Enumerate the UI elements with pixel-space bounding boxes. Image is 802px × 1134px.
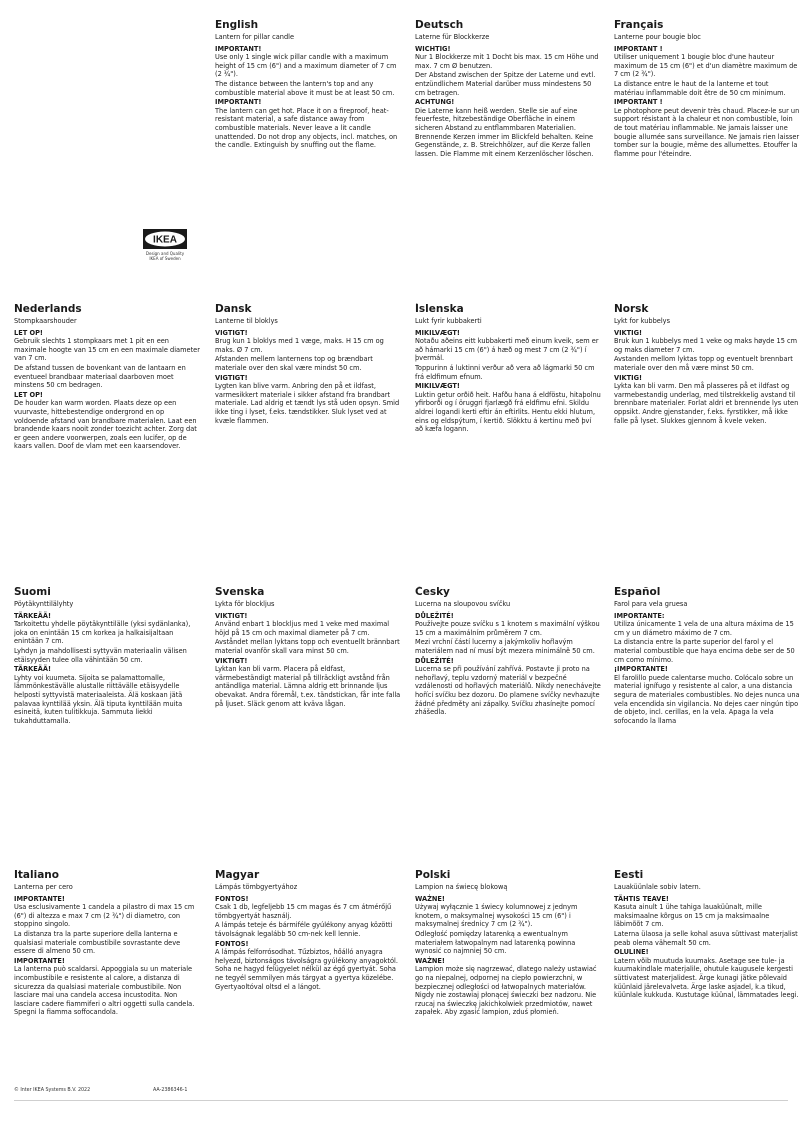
section-suomi bbox=[14, 586, 200, 726]
warning-heading: WAŻNE! bbox=[415, 956, 445, 965]
section-cesky bbox=[415, 586, 601, 718]
warning-heading: TÄHTIS TEAVE! bbox=[614, 894, 669, 903]
warning-heading: VIKTIG! bbox=[614, 373, 643, 382]
warning-heading: LET OP! bbox=[14, 390, 43, 399]
warning-text: La lanterna può scaldarsi. Appoggiala su un materiale incombustibile e resistente al calore, a distanza di sicurezza da qualsiasi materiale combustibile. Non lasciare mai una candela accesa incustodita. Non lasciare cadere fiammiferi o altri oggetti sulla candela. Spegni la fiamma soffocandola. bbox=[14, 965, 195, 1017]
warning-text: Lucerna se při používání zahřívá. Postavte ji proto na nehořlavý, teplu vzdorný materiál v bezpečné vzdálenosti od hořlavých materiálů. Nikdy nenechávejte hořící svíčku bez dozoru. Do plamene svíčky nevhazujte žádné předměty ani zápalky. Svíčku zhasínejte pomocí zhášedla. bbox=[415, 665, 601, 717]
warning-text: La distancia entre la parte superior del farol y el material combustible que haya encima debe ser de 50 cm como mínimo. bbox=[614, 638, 795, 664]
warning-text: Kasuta ainult 1 ühe tahiga lauaküünalt, mille maksimaalne kõrgus on 15 cm ja maksimaalne läbimõõt 7 cm. bbox=[614, 903, 770, 929]
section-italiano bbox=[14, 869, 200, 1018]
warning-text: Le photophore peut devenir très chaud. Placez-le sur un support résistant à la chaleur et non combustible, loin de tout matériau inflammable. Ne jamais laisser une bougie allumée sans surveillance. Ne jamais rien laisser tomber sur la bougie, même des allumettes. Etouffer la flamme pour l'éteindre. bbox=[614, 106, 800, 158]
warning-heading: WICHTIG! bbox=[415, 44, 451, 53]
section-eesti bbox=[614, 869, 800, 1001]
product-subtitle: Lantern for pillar candle bbox=[215, 33, 295, 41]
warning-text: Lykta kan bli varm. Den må plasseres på et ildfast og varmebestandig underlag, med tilstrekkelig avstand til brennbare materialer. Forlat aldri et brennende lys uten oppsikt. Andre gjenstander, f.eks. fyrstikker, må ikke falle på lyset. Slukkes gjennom å kvele veken. bbox=[614, 382, 799, 425]
product-subtitle: Lucerna na sloupovou svíčku bbox=[415, 600, 511, 608]
warning-heading: IMPORTANT! bbox=[215, 98, 262, 107]
warning-text: Mezi vrchní částí lucerny a jakýmkoliv hořlavým materiálem nad ní musí být mezera minimálně 50 cm. bbox=[415, 638, 595, 655]
section-polski bbox=[415, 869, 601, 1018]
warning-text: Latern võib muutuda kuumaks. Asetage see tule- ja kuumakindlale materjalile, ohutule kaugusele kergesti süttivatest materjalidest. Ärge kunagi jätke põlevaid küünlaid järelevalveta. Ärge laske asjadel, k.a tikud, küünlale kukkuda. Kustutage küünal, lämmatades leegi. bbox=[614, 956, 799, 1000]
section-islenska bbox=[415, 303, 601, 435]
product-subtitle: Farol para vela gruesa bbox=[614, 600, 688, 608]
warning-heading: VIKTIGT! bbox=[215, 611, 248, 620]
warning-heading: IMPORTANT ! bbox=[614, 98, 663, 107]
product-subtitle: Lauaküünlale sobiv latern. bbox=[614, 883, 701, 891]
product-subtitle: Lukt fyrir kubbakerti bbox=[415, 317, 482, 325]
section-nederlands bbox=[14, 303, 200, 452]
ikea-wordmark: IKEA bbox=[153, 234, 177, 246]
logo-caption-line2: IKEA of Sweden bbox=[149, 256, 181, 261]
language-heading: Dansk bbox=[215, 303, 252, 315]
warning-text: Csak 1 db, legfeljebb 15 cm magas és 7 cm átmérőjű tömbgyertyát használj. bbox=[215, 903, 392, 920]
language-heading: Norsk bbox=[614, 303, 649, 315]
section-svenska bbox=[215, 586, 401, 709]
warning-text: Bruk kun 1 kubbelys med 1 veke og maks høyde 15 cm og maks diameter 7 cm. bbox=[614, 337, 798, 354]
warning-heading: DŮLEŽITÉ! bbox=[415, 611, 454, 620]
warning-text: The lantern can get hot. Place it on a fireproof, heat-resistant material, a safe distance away from combustible materials. Never leave a lit candle unattended. Do not drop any objects, incl. matches, on the candle. Extinguish by snuffing out the flame. bbox=[215, 106, 398, 150]
warning-text: Nur 1 Blockkerze mit 1 Docht bis max. 15 cm Höhe und max. 7 cm Ø benutzen. bbox=[415, 53, 599, 70]
warning-heading: OLULINE! bbox=[614, 948, 649, 957]
product-subtitle: Lykta för blockljus bbox=[215, 600, 275, 608]
warning-text: Die Laterne kann heiß werden. Stelle sie auf eine feuerfeste, hitzebeständige Oberfläche in einem sicheren Abstand zu entflammbaren Materialien. Brennende Kerzen immer im Blickfeld behalten. Keine Gegenstände, z. B. Streichhölzer, auf die Kerze fallen lassen. Die Flamme mit einem Kerzenlöscher löschen. bbox=[415, 106, 594, 158]
warning-text: Avståndet mellan lyktans topp och eventuellt brännbart material ovanför skall vara minst 50 cm. bbox=[215, 638, 400, 655]
warning-text: A lámpás felforrósodhat. Tűzbiztos, hőálló anyagra helyezd, biztonságos távolságra gyúlékony anyagoktól. Soha ne hagyd felügyelet nélkül az égő gyertyát. Soha ne tegyél semmilyen más tárgyat a gyertya közelébe. Gyertyaoltóval oltsd el a lángot. bbox=[215, 948, 398, 991]
warning-heading: ¡IMPORTANTE! bbox=[614, 665, 668, 674]
warning-heading: IMPORTANT ! bbox=[614, 44, 663, 53]
language-heading: Svenska bbox=[215, 586, 265, 598]
warning-text: Odległość pomiędzy latarenką a ewentualnym materiałem łatwopalnym nad latarenką powinna wynosić co najmniej 50 cm. bbox=[415, 929, 576, 956]
warning-heading: WAŻNE! bbox=[415, 894, 445, 903]
language-heading: Česky bbox=[415, 586, 450, 598]
product-subtitle: Pöytäkynttilälyhty bbox=[14, 600, 74, 608]
warning-heading: MIKILVÆGT! bbox=[415, 328, 460, 337]
warning-text: Luktin getur orðið heit. Hafðu hana á eldföstu, hitaþolnu yfirborði og í öruggri fjarlægð frá eldfimu efni. Skildu aldrei logandi kerti eftir án eftirlits. Hentu ekki hlutum, eins og eldspýtum, í kertið. Slökktu á kertinu með því að kæfa logann. bbox=[415, 390, 601, 434]
warning-text: La distance entre le haut de la lanterne et tout matériau inflammable doit être de 50 cm minimum. bbox=[614, 79, 786, 97]
language-heading: Nederlands bbox=[14, 303, 82, 315]
product-subtitle: Stompkaarshouder bbox=[14, 317, 77, 325]
warning-text: Lyhdyn ja mahdollisesti syttyvän materiaalin välisen etäisyyden tulee olla vähintään 50 cm. bbox=[14, 646, 187, 664]
warning-heading: VIKTIG! bbox=[614, 328, 643, 337]
product-subtitle: Lanterne til bloklys bbox=[215, 317, 278, 325]
footer-code: AA-2386346-1 bbox=[153, 1088, 188, 1093]
warning-text: Avstanden mellom lyktas topp og eventuelt brennbart materiale over den må være minst 50 cm. bbox=[614, 355, 793, 372]
warning-text: Tarkoitettu yhdelle pöytäkynttilälle (yksi sydänlanka), joka on enintään 15 cm korkea ja halkaisijaltaan enintään 7 cm. bbox=[14, 620, 191, 646]
footer-divider bbox=[14, 1100, 788, 1101]
section-dansk bbox=[215, 303, 401, 426]
warning-text: Brug kun 1 bloklys med 1 væge, maks. H 15 cm og maks. Ø 7 cm. bbox=[215, 337, 384, 354]
ikea-logo bbox=[140, 229, 190, 261]
section-magyar bbox=[215, 869, 401, 992]
warning-heading: LET OP! bbox=[14, 328, 43, 337]
language-heading: Magyar bbox=[215, 869, 260, 881]
language-heading: Polski bbox=[415, 869, 451, 881]
product-subtitle: Laterne für Blockkerze bbox=[415, 33, 490, 41]
section-francais bbox=[614, 19, 800, 159]
warning-heading: VIGTIGT! bbox=[215, 373, 248, 382]
warning-text: A lámpás teteje és bármiféle gyúlékony anyag közötti távolságnak legalább 50 cm-nek kell lennie. bbox=[215, 921, 393, 938]
warning-text: Lyktan kan bli varm. Placera på eldfast, värmebeständigt material på tillräckligt avstånd från antändliga material. Lämna aldrig ett brinnande ljus obevakat. Andra föremål, t.ex. tändstickan, får inte falla på ljuset. Släck genom att kväva lågan. bbox=[215, 665, 401, 708]
warning-heading: IMPORTANTE! bbox=[14, 956, 65, 965]
warning-text: Laterna ülaosa ja selle kohal asuva süttivast materjalist peab olema vähemalt 50 cm. bbox=[614, 929, 798, 947]
section-norsk bbox=[614, 303, 800, 426]
warning-text: Use only 1 single wick pillar candle with a maximum height of 15 cm (6") and a maximum diameter of 7 cm (2 ¾"). bbox=[215, 53, 397, 79]
warning-text: Lampion może się nagrzewać, dlatego należy ustawiać go na niepalnej, odpornej na ciepło powierzchni, w bezpiecznej odległości od łatwopalnych materiałów. Nigdy nie zostawiaj płonącej świeczki bez nadzoru. Nie rzucaj na świeczkę jakichkolwiek przedmiotów, nawet zapałek. Aby zgasić lampion, zduś płomień. bbox=[415, 965, 597, 1017]
warning-heading: MIKILVÆGT! bbox=[415, 382, 460, 391]
language-heading: Español bbox=[614, 586, 661, 598]
section-english bbox=[215, 19, 401, 151]
warning-heading: TÄRKEÄÄ! bbox=[14, 611, 51, 620]
warning-text: Lygten kan blive varm. Anbring den på et ildfast, varmesikkert materiale i sikker afstand fra brandbart materiale. Lad aldrig et tændt lys stå uden opsyn. Smid ikke ting i lyset, f.eks. tændstikker. Sluk lyset ved at kvæle flammen. bbox=[215, 382, 400, 425]
language-heading: Deutsch bbox=[415, 19, 464, 31]
warning-text: Der Abstand zwischen der Spitze der Laterne und evtl. entzündlichem Material darüber muss mindestens 50 cm betragen. bbox=[415, 71, 596, 97]
warning-heading: ACHTUNG! bbox=[415, 98, 455, 107]
warning-text: El farolillo puede calentarse mucho. Colócalo sobre un material ignífugo y resistente al calor, a una distancia segura de materiales combustibles. No dejes nunca una vela encendida sin vigilancia. No dejes caer ningún tipo de objeto, incl. cerillas, en la vela. Apaga la vela sofocando la llama bbox=[614, 673, 800, 725]
language-heading: Français bbox=[614, 19, 664, 31]
warning-text: Använd enbart 1 blockljus med 1 veke med maximal höjd på 15 cm och maximal diameter på 7 cm. bbox=[215, 620, 390, 637]
warning-text: Notaðu aðeins eitt kubbakerti með einum kveik, sem er að hámarki 15 cm (6") á hæð og mest 7 cm (2 ¾") í þvermál. bbox=[415, 337, 599, 363]
product-subtitle: Lanterne pour bougie bloc bbox=[614, 33, 701, 41]
warning-text: De houder kan warm worden. Plaats deze op een vuurvaste, hittebestendige ondergrond en op voldoende afstand van brandbare materialen. Laat een brandende kaars nooit zonder toezicht achter. Zorg dat er geen andere voorwerpen, zoals een lucifer, op de kaars vallen. Doof de vlam met een kaarsendover. bbox=[14, 399, 197, 451]
warning-heading: VIKTIGT! bbox=[215, 656, 248, 665]
warning-text: Používejte pouze svíčku s 1 knotem s maximální výškou 15 cm a maximálním průměrem 7 cm. bbox=[415, 620, 600, 637]
product-subtitle: Lykt for kubbelys bbox=[614, 317, 671, 325]
warning-text: Toppurinn á luktinni verður að vera að lágmarki 50 cm frá eldfimum efnum. bbox=[415, 363, 595, 381]
language-heading: Eesti bbox=[614, 869, 644, 881]
warning-heading: VIGTIGT! bbox=[215, 328, 248, 337]
warning-heading: FONTOS! bbox=[215, 939, 249, 948]
warning-heading: FONTOS! bbox=[215, 894, 249, 903]
footer-copyright: © Inter IKEA Systems B.V. 2022 bbox=[14, 1088, 91, 1093]
warning-text: De afstand tussen de bovenkant van de lantaarn en eventueel brandbaar materiaal daarboven moet minstens 50 cm bedragen. bbox=[14, 363, 186, 390]
warning-heading: TÄRKEÄÄ! bbox=[14, 665, 51, 674]
product-subtitle: Lampion na świecę blokową bbox=[415, 883, 508, 891]
language-heading: Íslenska bbox=[415, 303, 464, 315]
product-subtitle: Lanterna per cero bbox=[14, 883, 73, 891]
warning-text: Usa esclusivamente 1 candela a pilastro di max 15 cm (6") di altezza e max 7 cm (2 ¾") di diametro, con stoppino singolo. bbox=[14, 903, 195, 929]
warning-text: Lyhty voi kuumeta. Sijoita se palamattomalle, lämmönkestävälle alustalle riittävälle etäisyydelle helposti syttyvistä materiaaleista. Älä koskaan jätä palavaa kynttilää yksin. Älä tiputa kynttilään muita esineitä, kuten tulitikkuja. Sammuta liekki tukahduttamalla. bbox=[14, 673, 183, 725]
warning-heading: DŮLEŽITÉ! bbox=[415, 656, 454, 665]
language-heading: English bbox=[215, 19, 259, 31]
logo-caption-line1: Design and Quality bbox=[145, 251, 185, 256]
warning-text: The distance between the lantern's top and any combustible material above it must be at least 50 cm. bbox=[215, 79, 395, 97]
warning-text: Gebruik slechts 1 stompkaars met 1 pit en een maximale hoogte van 15 cm en een maximale diameter van 7 cm. bbox=[14, 337, 200, 363]
warning-text: Używaj wyłącznie 1 świecy kolumnowej z jednym knotem, o maksymalnej wysokości 15 cm (6") i maksymalnej średnicy 7 cm (2 ¾"). bbox=[415, 903, 578, 929]
warning-heading: IMPORTANTE! bbox=[14, 894, 65, 903]
language-heading: Suomi bbox=[14, 586, 51, 598]
ikea-logo-icon bbox=[143, 229, 187, 249]
warning-text: Utiliser uniquement 1 bougie bloc d'une hauteur maximum de 15 cm (6") et d'un diamètre maximum de 7 cm (2 ¾"). bbox=[614, 53, 798, 79]
section-deutsch bbox=[415, 19, 601, 159]
warning-text: Utiliza únicamente 1 vela de una altura máxima de 15 cm y un diámetro máximo de 7 cm. bbox=[614, 620, 794, 637]
warning-heading: IMPORTANT! bbox=[215, 44, 262, 53]
warning-heading: IMPORTANTE: bbox=[614, 611, 665, 620]
warning-text: Afstanden mellem lanternens top og brændbart materiale over den skal være mindst 50 cm. bbox=[215, 355, 373, 372]
section-espanol bbox=[614, 586, 800, 726]
warning-text: La distanza tra la parte superiore della lanterna e qualsiasi materiale combustibile sovrastante deve essere di almeno 50 cm. bbox=[14, 929, 181, 956]
product-subtitle: Lámpás tömbgyertyához bbox=[215, 883, 298, 891]
language-heading: Italiano bbox=[14, 869, 59, 881]
